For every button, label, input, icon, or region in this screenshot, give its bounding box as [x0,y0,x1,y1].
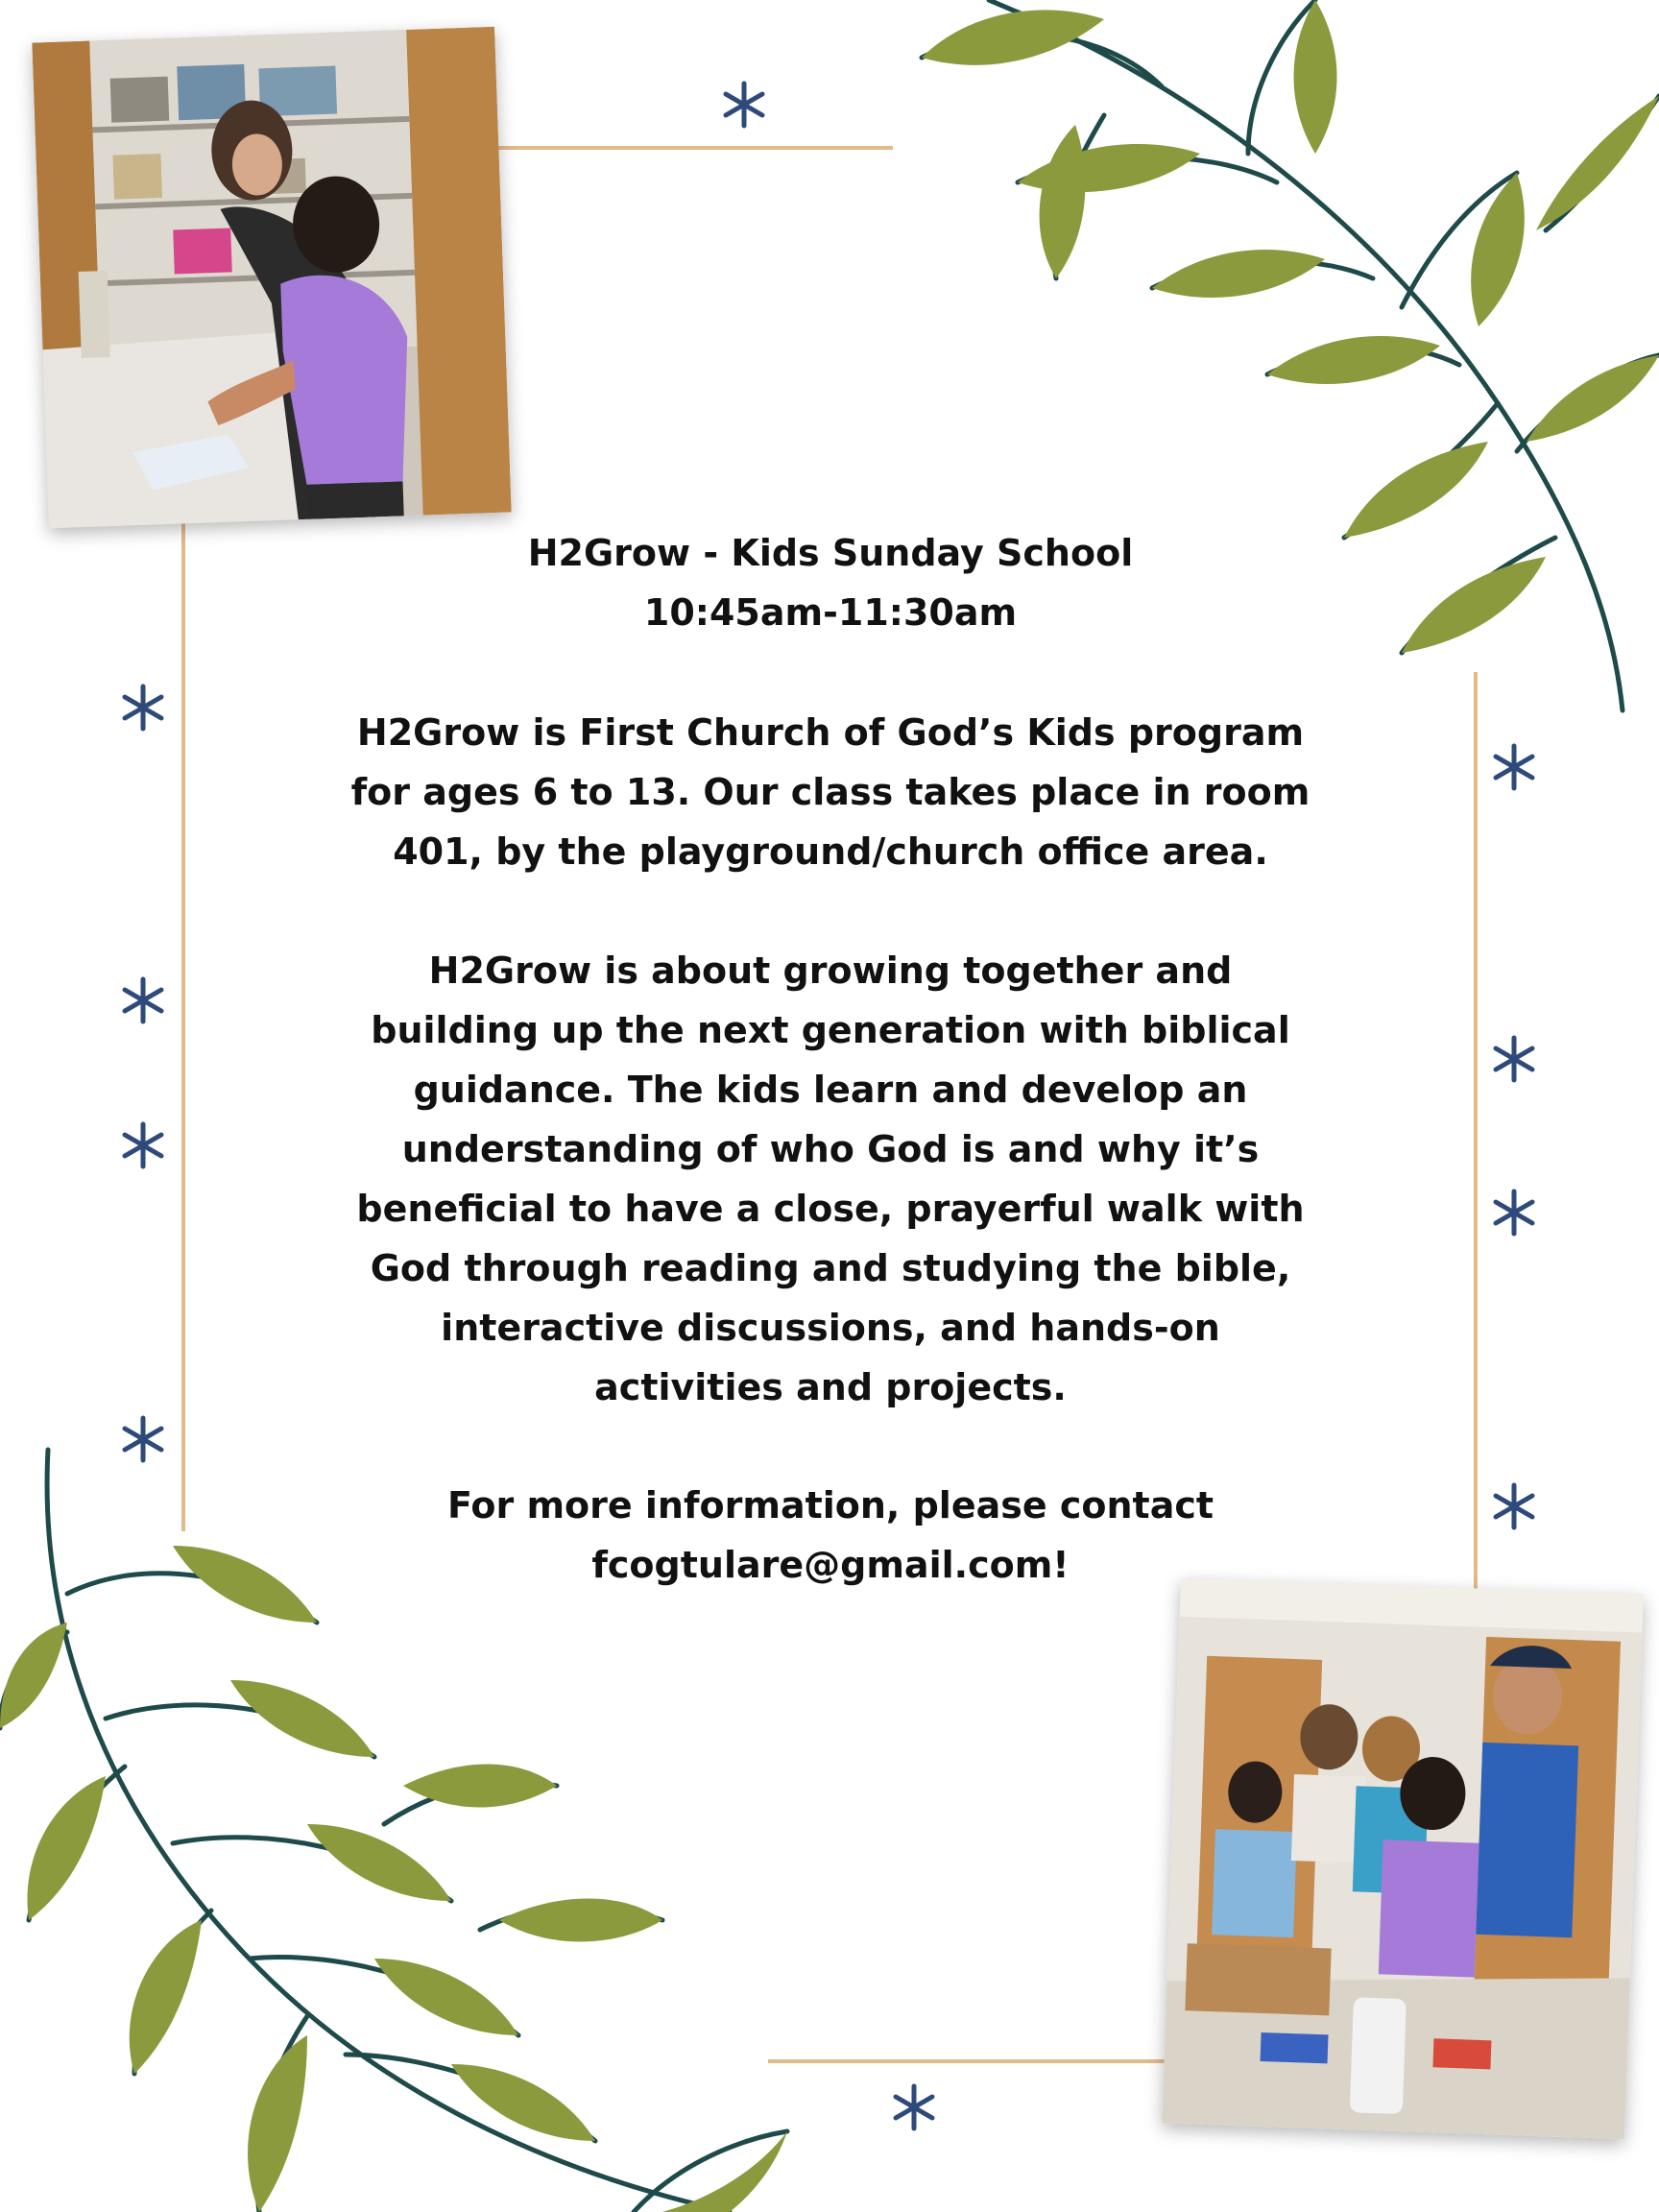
contact-paragraph [326,1476,1334,1595]
contact-line: For more information, please contact [446,1484,1214,1527]
about-line: building up the next generation with biblical [371,1009,1290,1051]
star-icon [1488,1480,1540,1532]
about-line: interactive discussions, and hands-on [441,1307,1220,1349]
star-icon [117,974,169,1026]
title-block [326,523,1334,642]
star-icon [718,79,770,131]
about-line: God through reading and studying the bible, [370,1247,1291,1289]
photo-teacher-and-child [32,27,511,529]
star-icon [888,2081,940,2133]
frame-line-top [480,146,893,150]
intro-line: 401, by the playground/church office area. [393,830,1268,873]
about-line: guidance. The kids learn and develop an [413,1069,1248,1111]
intro-paragraph [326,703,1334,881]
star-icon [117,1413,169,1465]
about-paragraph [326,941,1334,1417]
star-icon [1488,1033,1540,1085]
frame-line-left [181,518,185,1531]
intro-line: H2Grow is First Church of God’s Kids program [356,711,1305,754]
star-icon [117,682,169,733]
schedule-time: 10:45am-11:30am [643,591,1018,634]
about-line: activities and projects. [594,1366,1067,1408]
photo-kids-group [1162,1578,1644,2139]
star-icon [1488,1187,1540,1238]
frame-line-right [1474,672,1478,1603]
about-line: beneficial to have a close, prayerful walk with [356,1188,1305,1230]
star-icon [1488,741,1540,793]
page-title: H2Grow - Kids Sunday School [527,532,1134,574]
intro-line: for ages 6 to 13. Our class takes place in room [350,771,1310,813]
about-line: H2Grow is about growing together and [428,950,1233,992]
star-icon [117,1119,169,1171]
contact-email[interactable]: fcogtulare@gmail.com! [591,1544,1070,1586]
frame-line-bottom [768,2059,1171,2063]
about-line: understanding of who God is and why it’s [401,1128,1260,1170]
